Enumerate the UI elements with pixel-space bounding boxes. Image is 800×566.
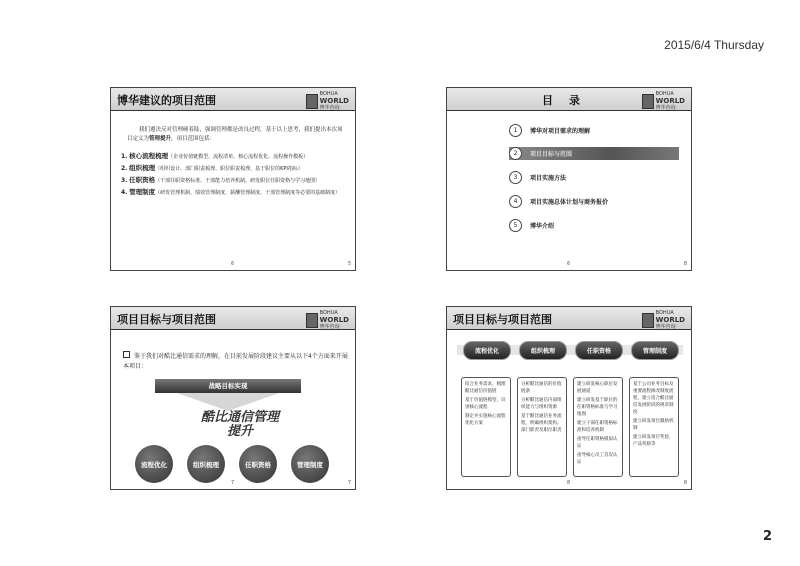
scope-item: 4. 管理制度（研发管理机制、绩效管理制度、薪酬管理制度、干部管理制度等必要的基础制度）	[121, 188, 341, 196]
scope-column: 建立研发核心职位发展通道 建立研发基于职位的任职资格标准与学习地图 建立干部任职资格标准和培养机制 指导任职资格模拟认证 指导核心员工首次认证	[573, 377, 623, 477]
toc-item[interactable]: 1 博华对项目需求的理解	[509, 124, 679, 137]
strategy-ribbon: 战略目标实现	[155, 379, 301, 393]
slide-title: 目录	[542, 94, 596, 107]
slide-thumbnail-goals[interactable]	[110, 306, 356, 490]
scope-item: 2. 组织梳理（组织设计、部门职责梳理、职位职责梳理、基于职位的KPI指标）	[121, 164, 303, 172]
slide-thumbnail-scope-detail[interactable]	[446, 306, 692, 490]
area-circle: 任职资格	[239, 445, 277, 483]
toc-item[interactable]: 4 项目实施总体计划与商务报价	[509, 195, 679, 208]
slide-title: 项目目标与项目范围	[453, 313, 552, 326]
category-pill: 任职资格	[575, 341, 623, 360]
slide-thumbnail-toc[interactable]	[446, 87, 692, 271]
category-pill: 组织梳理	[519, 341, 567, 360]
slide-footer-number: 8	[567, 480, 571, 486]
slide-footer-number: 7	[231, 480, 235, 486]
scope-column: 结合业务需求，梳理酷比通信价值链 基于价值链模型，识别核心流程 制定并实施核心流程优化方案	[461, 377, 511, 477]
slogan-text: 酷比通信管理提升	[200, 410, 279, 439]
company-logo: BOHUA WORLD 博华咨询	[642, 310, 685, 330]
company-logo: BOHUA WORLD 博华咨询	[642, 91, 685, 111]
slide-page-number: 7	[347, 480, 351, 486]
slide-title: 博华建议的项目范围	[117, 94, 216, 107]
down-arrow-icon	[177, 393, 279, 411]
slide-title-bar	[111, 88, 355, 111]
bullet-icon	[123, 351, 130, 358]
company-logo: BOHUA WORLD 博华咨询	[306, 91, 349, 111]
toc-item[interactable]: 3 项目实施方法	[509, 171, 679, 184]
page-date: 2015/6/4 Thursday	[664, 38, 764, 52]
category-pill: 管理制度	[631, 341, 679, 360]
slide-title: 项目目标与项目范围	[117, 313, 216, 326]
slide-bullet: 鉴于我们对酷比通信需求的理解，在目前发展阶段建议主要从以下4个方面来开展本项目：	[123, 353, 348, 370]
slide-page-number: 8	[683, 261, 687, 267]
area-circle: 组织梳理	[187, 445, 225, 483]
toc-item[interactable]: 5 博华介绍	[509, 219, 679, 232]
slide-title-bar	[111, 307, 355, 330]
area-circle: 流程优化	[135, 445, 173, 483]
scope-column: 基于公司业务目标及重要流程修改制度流程，建立适合酷比通信发展阶段的规章制度 建立研发项目激励机制 建立研发项目奖惩，产品奖励等	[629, 377, 679, 477]
company-logo: BOHUA WORLD 博华咨询	[306, 310, 349, 330]
logo-icon	[306, 94, 318, 109]
scope-column: 分析酷比通信的价值链条 分析酷比通信内部组织能力与组织资源 基于酷比通信业务流程，明确组织架构、部门职责及职位职责	[517, 377, 567, 477]
logo-icon	[642, 313, 654, 328]
slide-footer-number: 6	[567, 261, 571, 267]
toc-item-active[interactable]: 2 项目目标与范围	[509, 147, 679, 160]
logo-icon	[642, 94, 654, 109]
scope-item: 3. 任职资格（干部任职资格标准、干部能力培养机制、研发职位任职资格与学习地图）	[121, 176, 321, 184]
category-pill: 流程优化	[463, 341, 511, 360]
area-circle: 管理制度	[291, 445, 329, 483]
scope-list	[121, 152, 351, 200]
slide-page-number: 5	[347, 261, 351, 267]
slide-footer-number: 6	[231, 261, 235, 267]
logo-icon	[306, 313, 318, 328]
scope-item: 1. 核心流程梳理（企业价值链模型、流程清单、核心流程优化、流程操作模板）	[121, 152, 309, 160]
slide-title-bar	[447, 88, 691, 111]
slide-intro-text: 我们遵决反对管理硬着陆，强调管理都是改良过程，基于以上思考，我们提出本次项目定义为管理提升，项目范围包括：	[127, 127, 343, 142]
slide-thumbnail-scope[interactable]	[110, 87, 356, 271]
slide-title-bar	[447, 307, 691, 330]
page-number: 2	[762, 529, 772, 544]
slide-page-number: 8	[683, 480, 687, 486]
